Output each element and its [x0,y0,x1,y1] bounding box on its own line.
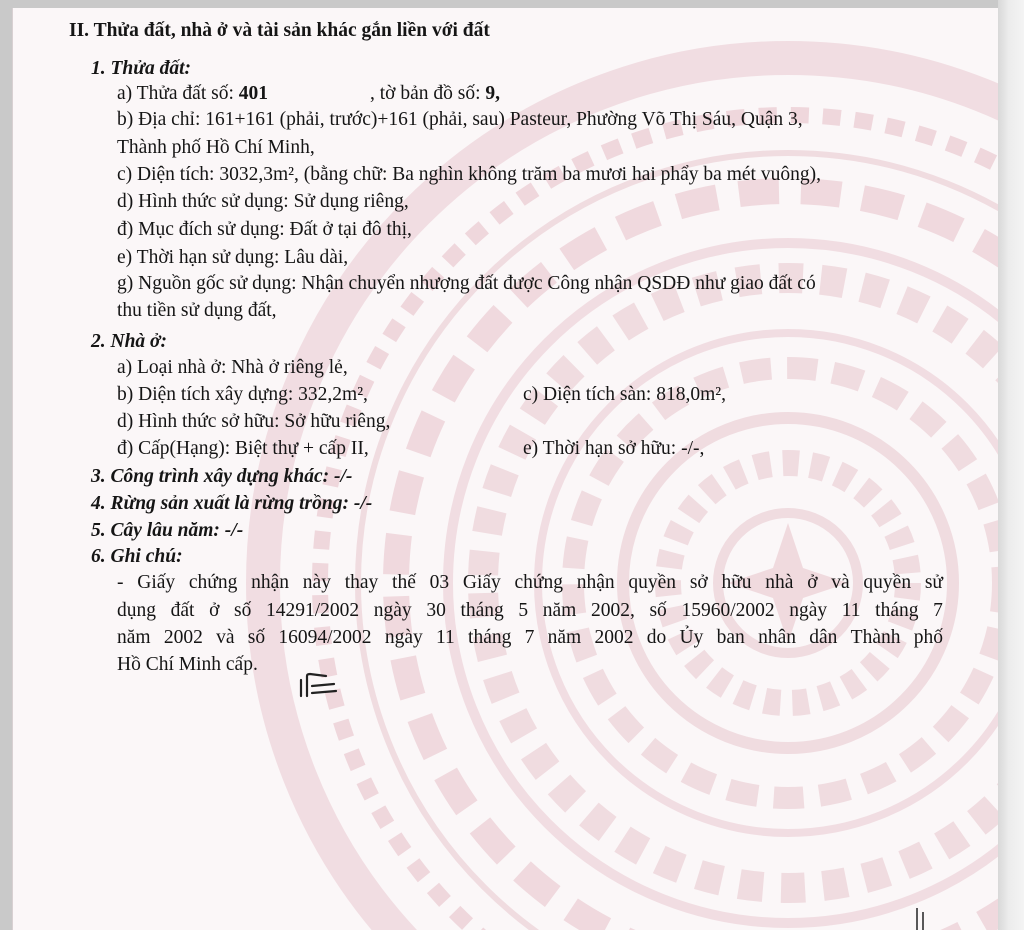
house-floor-area: c) Diện tích sàn: 818,0m², [523,384,726,405]
note-word: 11 [841,600,861,621]
land-heading: 1. Thửa đất: [91,58,191,79]
production-forest: 4. Rừng sản xuất là rừng trồng: -/- [91,493,373,514]
house-heading: 2. Nhà ở: [91,331,168,352]
note-word: 7 [933,600,943,621]
section-title: II. Thửa đất, nhà ở và tài sản khác gắn liền với đất [69,20,490,41]
parcel-label: a) Thửa đất số: [117,83,239,104]
note-word: nhận [251,572,290,593]
house-construction-area: b) Diện tích xây dựng: 332,2m², [117,384,368,405]
note-word: ở [209,600,220,621]
note-word: năm [117,627,151,648]
note-word: Giấy [137,572,176,593]
note-word: do [646,627,667,648]
note-word: năm [547,627,582,648]
edge-mark [913,908,929,930]
notes-line-1 [117,570,943,596]
note-word: thay [344,572,379,593]
note-word: dụng [117,600,156,621]
house-type: a) Loại nhà ở: Nhà ở riêng lẻ, [117,357,348,378]
land-origin-line1: g) Nguồn gốc sử dụng: Nhận chuyển nhượng đất được Công nhận QSDĐ như giao đất có [117,273,816,294]
parcel-value: 401 [238,83,269,104]
note-word: chứng [188,572,238,593]
note-word: 2002, [590,600,635,621]
note-word: số [649,600,667,621]
note-word: Ủy [679,627,704,648]
note-word: hữu [721,572,752,593]
land-address-line1: b) Địa chỉ: 161+161 (phải, trước)+161 (phải, sau) Pasteur, Phường Võ Thị Sáu, Quận 3, [117,109,803,130]
other-works: 3. Công trình xây dựng khác: -/- [91,466,353,487]
land-parcel-number [117,81,268,107]
note-word: 16094/2002 [278,627,372,648]
map-sheet-value: 9, [485,83,501,104]
note-word: sở [689,572,708,593]
notes-heading: 6. Ghi chú: [91,546,183,567]
note-word: quyền [863,572,912,593]
note-word: 2002 [163,627,203,648]
note-word: ban [716,627,745,648]
note-word: tháng [875,600,919,621]
note-word: tháng [468,627,512,648]
note-word: nhân [758,627,796,648]
land-use-purpose: đ) Mục đích sử dụng: Đất ở tại đô thị, [117,219,412,240]
notes-line-4: Hồ Chí Minh cấp. [117,654,258,675]
note-word: chứng [514,572,563,593]
note-word: 30 [426,600,446,621]
note-word: ngày [789,600,828,621]
note-word: 2002 [594,627,634,648]
note-word: Giấy [462,572,501,593]
note-word: tháng [460,600,504,621]
note-word: này [302,572,331,593]
note-word: số [247,627,266,648]
note-word: nhà [765,572,794,593]
note-word: năm [542,600,577,621]
land-area: c) Diện tích: 3032,3m², (bằng chữ: Ba nghìn không trăm ba mươi hai phẩy ba mét vuông), [117,164,821,185]
land-address-line2: Thành phố Hồ Chí Minh, [117,137,315,158]
note-word: 14291/2002 [265,600,360,621]
page-edge-shadow [998,0,1024,930]
house-ownership-form: d) Hình thức sở hữu: Sở hữu riêng, [117,411,391,432]
note-word: ngày [384,627,423,648]
certificate-page [12,8,999,930]
note-word: ở [807,572,818,593]
land-map-sheet [370,81,500,107]
note-word: nhận [576,572,615,593]
note-word: 7 [524,627,535,648]
note-word: ngày [373,600,412,621]
notes-line-3 [117,625,943,651]
land-origin-line2: thu tiền sử dụng đất, [117,300,277,321]
map-sheet-label: , tờ bản đồ số: [370,83,486,104]
house-grade: đ) Cấp(Hạng): Biệt thự + cấp II, [117,438,369,459]
note-word: 15960/2002 [681,600,775,621]
note-word: số [234,600,252,621]
note-word: sử [924,572,943,593]
note-word: thế [392,572,416,593]
land-use-term: e) Thời hạn sử dụng: Lâu dài, [117,247,349,268]
note-word: Thành [850,627,901,648]
note-word: và [216,627,235,648]
land-use-form: d) Hình thức sử dụng: Sử dụng riêng, [117,191,409,212]
note-word: dân [809,627,838,648]
perennial-trees: 5. Cây lâu năm: -/- [91,520,244,541]
handwritten-initials [296,672,340,698]
note-word: và [831,572,850,593]
notes-line-2 [117,598,943,624]
note-word: 11 [436,627,455,648]
note-word: - [117,572,124,593]
note-word: quyền [628,572,677,593]
note-word: đất [170,600,195,621]
note-word: phố [913,627,943,648]
note-word: 5 [518,600,529,621]
house-ownership-term: e) Thời hạn sở hữu: -/-, [523,438,705,459]
note-word: 03 [429,572,450,593]
